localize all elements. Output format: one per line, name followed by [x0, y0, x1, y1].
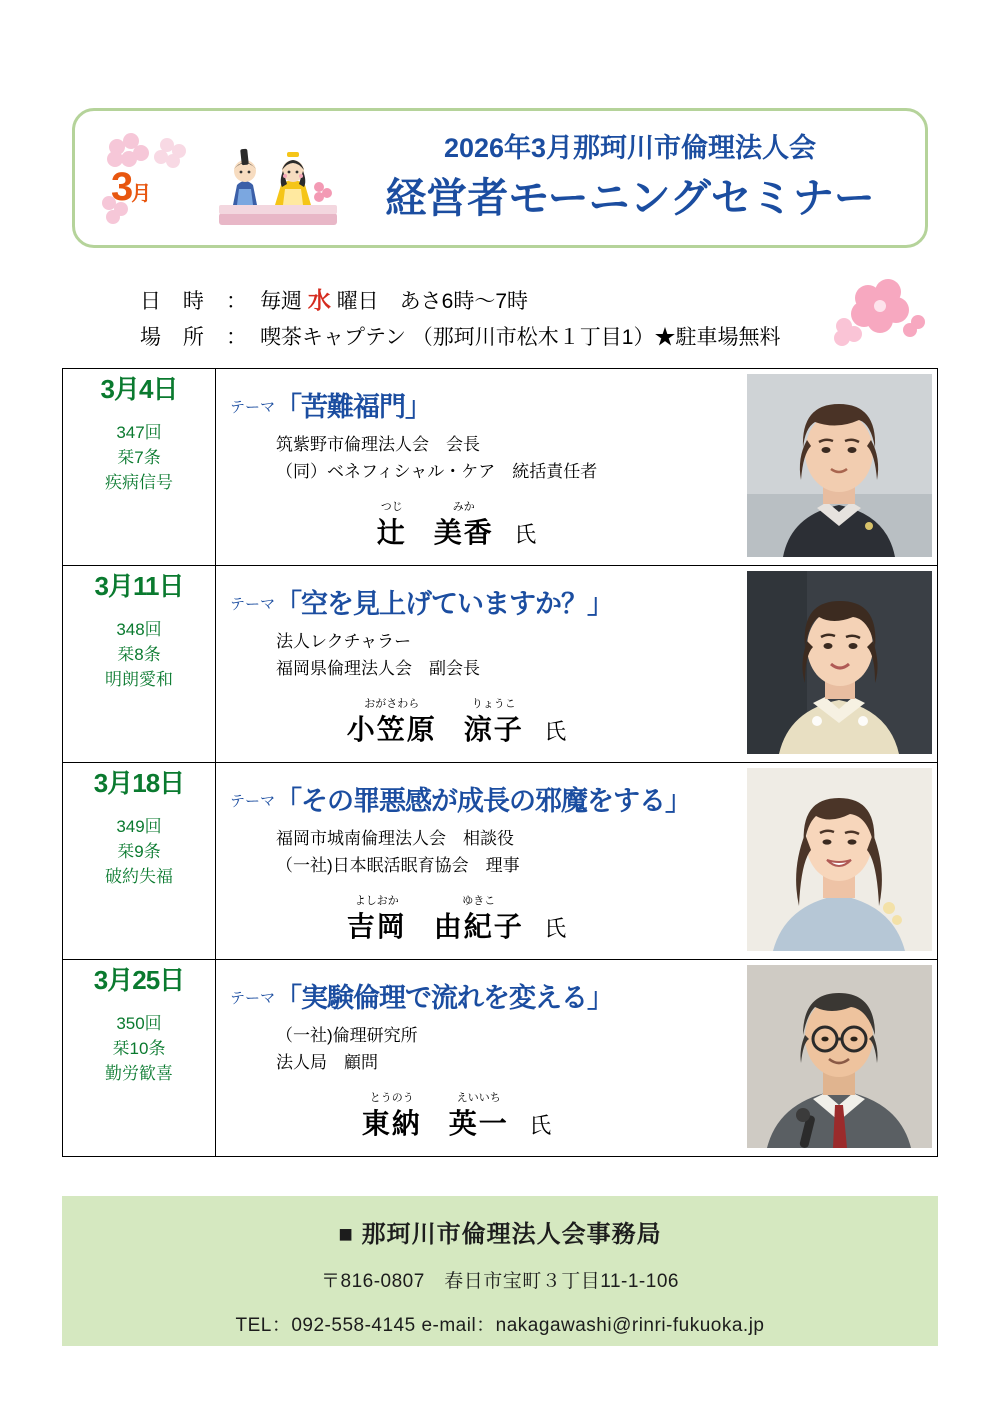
schedule-date: 3月11日	[94, 571, 184, 601]
header-banner	[72, 108, 928, 248]
name-part	[433, 895, 524, 945]
affiliation-line: （一社)日本眠活眠育協会 理事	[276, 856, 520, 875]
schedule-date-cell	[63, 763, 216, 960]
theme-text: 「その罪悪感が成長の邪魔をする」	[275, 786, 692, 816]
schedule-date: 3月18日	[93, 768, 185, 798]
header-title-block	[345, 131, 915, 226]
name-text: 吉岡	[346, 911, 407, 942]
office-contact: TEL：092-558-4145 e-mail：nakagawashi@rinri-fukuoka.jp	[235, 1315, 765, 1336]
speaker-name	[216, 501, 697, 551]
table-row	[63, 369, 938, 566]
name-text: 辻	[376, 517, 407, 548]
speaker-name	[216, 698, 697, 748]
affiliation-line: （一社)倫理研究所	[276, 1026, 418, 1045]
schedule-meta	[63, 814, 215, 889]
seminar-subtitle: 2026年3月那珂川市倫理法人会	[443, 133, 817, 163]
schedule-session-count: 348回	[116, 620, 162, 639]
name-text: 由紀子	[433, 911, 524, 942]
name-ruby: みか	[452, 501, 475, 513]
schedule-shiori-article: 栞9条	[117, 842, 161, 861]
speaker-affiliations	[276, 1022, 418, 1076]
schedule-content-cell	[216, 369, 938, 566]
affiliation-line: 法人レクチャラー	[276, 632, 412, 651]
schedule-date-cell	[63, 566, 216, 763]
name-honorific: 氏	[514, 522, 537, 547]
table-row	[63, 960, 938, 1157]
name-ruby: よしおか	[354, 895, 399, 907]
datetime-prefix: 毎週	[260, 290, 302, 313]
name-part	[448, 1092, 509, 1142]
schedule-table	[62, 368, 938, 1157]
event-place-line	[140, 320, 780, 356]
schedule-shiori-article: 栞7条	[117, 448, 161, 467]
name-text: 涼子	[463, 714, 524, 745]
event-info	[140, 282, 780, 356]
name-part	[346, 698, 437, 748]
speaker-name	[216, 1092, 697, 1142]
schedule-keyword: 勤労歓喜	[105, 1064, 173, 1083]
name-part	[433, 501, 494, 551]
name-ruby: りょうこ	[471, 698, 516, 710]
schedule-keyword: 明朗愛和	[105, 670, 173, 689]
theme-line	[230, 976, 613, 1015]
datetime-suffix: 曜日 あさ6時〜7時	[336, 290, 529, 313]
schedule-shiori-article: 栞10条	[112, 1039, 166, 1058]
schedule-shiori-article: 栞8条	[117, 645, 161, 664]
speaker-portrait-4	[747, 965, 932, 1148]
schedule-meta	[63, 1011, 215, 1086]
schedule-meta	[63, 617, 215, 692]
theme-text: 「空を見上げていますか？」	[275, 589, 614, 619]
speaker-affiliations	[276, 628, 480, 682]
place-colon: ：	[226, 326, 247, 349]
place-value: 喫茶キャプテン （那珂川市松木１丁目1）★駐車場無料	[260, 326, 781, 349]
speaker-portrait-2	[747, 571, 932, 754]
office-name: ■ 那珂川市倫理法人会事務局	[338, 1221, 662, 1248]
schedule-date-cell	[63, 369, 216, 566]
name-text: 英一	[448, 1108, 509, 1139]
month-badge-text: 3月	[111, 165, 150, 209]
schedule-meta	[63, 420, 215, 495]
table-row	[63, 566, 938, 763]
theme-tag: テーマ	[230, 596, 276, 613]
theme-line	[230, 582, 613, 621]
name-honorific: 氏	[544, 719, 567, 744]
table-row	[63, 763, 938, 960]
name-text: 東納	[361, 1108, 422, 1139]
schedule-session-count: 349回	[116, 817, 162, 836]
datetime-weekday-highlight: 水	[307, 287, 331, 313]
theme-tag: テーマ	[230, 399, 276, 416]
name-ruby: とうのう	[369, 1092, 414, 1104]
datetime-label: 日 時	[140, 290, 212, 313]
schedule-date-cell	[63, 960, 216, 1157]
affiliation-line: （同）ベネフィシャル・ケア 統括責任者	[276, 462, 598, 481]
place-label: 場 所	[140, 326, 212, 349]
theme-line	[230, 385, 431, 424]
schedule-date: 3月4日	[100, 374, 178, 404]
affiliation-line: 筑紫野市倫理法人会 会長	[276, 435, 480, 454]
schedule-keyword: 破約失福	[105, 867, 173, 886]
name-ruby: つじ	[380, 501, 403, 513]
name-part	[376, 501, 407, 551]
speaker-portrait-3	[747, 768, 932, 951]
name-part	[361, 1092, 422, 1142]
name-text: 小笠原	[346, 714, 437, 745]
schedule-keyword: 疾病信号	[105, 473, 173, 492]
schedule-session-count: 347回	[116, 423, 162, 442]
schedule-session-count: 350回	[116, 1014, 162, 1033]
theme-tag: テーマ	[230, 990, 276, 1007]
hina-doll-icon	[213, 127, 343, 237]
name-honorific: 氏	[544, 916, 567, 941]
seminar-title: 経営者モーニングセミナー	[385, 175, 875, 221]
name-text: 美香	[433, 517, 494, 548]
name-ruby: ゆきこ	[462, 895, 496, 907]
speaker-affiliations	[276, 431, 597, 485]
theme-text: 「実験倫理で流れを変える」	[275, 983, 614, 1013]
schedule-date: 3月25日	[93, 965, 185, 995]
affiliation-line: 福岡県倫理法人会 副会長	[276, 659, 480, 678]
event-datetime-line	[140, 282, 780, 320]
cherry-blossom-icon	[826, 272, 926, 352]
office-address: 〒816-0807 春日市宝町３丁目11-1-106	[321, 1271, 679, 1292]
speaker-affiliations	[276, 825, 520, 879]
month-badge	[95, 129, 205, 234]
schedule-content-cell	[216, 960, 938, 1157]
footer-contact-box	[62, 1196, 938, 1346]
name-part	[463, 698, 524, 748]
theme-line	[230, 779, 691, 818]
schedule-content-cell	[216, 763, 938, 960]
schedule-content-cell	[216, 566, 938, 763]
name-ruby: おがさわら	[364, 698, 420, 710]
theme-tag: テーマ	[230, 793, 276, 810]
name-honorific: 氏	[529, 1113, 552, 1138]
affiliation-line: 法人局 顧問	[276, 1053, 378, 1072]
datetime-colon: ：	[226, 290, 247, 313]
name-part	[346, 895, 407, 945]
speaker-portrait-1	[747, 374, 932, 557]
theme-text: 「苦難福門」	[275, 392, 432, 422]
speaker-name	[216, 895, 697, 945]
affiliation-line: 福岡市城南倫理法人会 相談役	[276, 829, 514, 848]
name-ruby: えいいち	[456, 1092, 501, 1104]
